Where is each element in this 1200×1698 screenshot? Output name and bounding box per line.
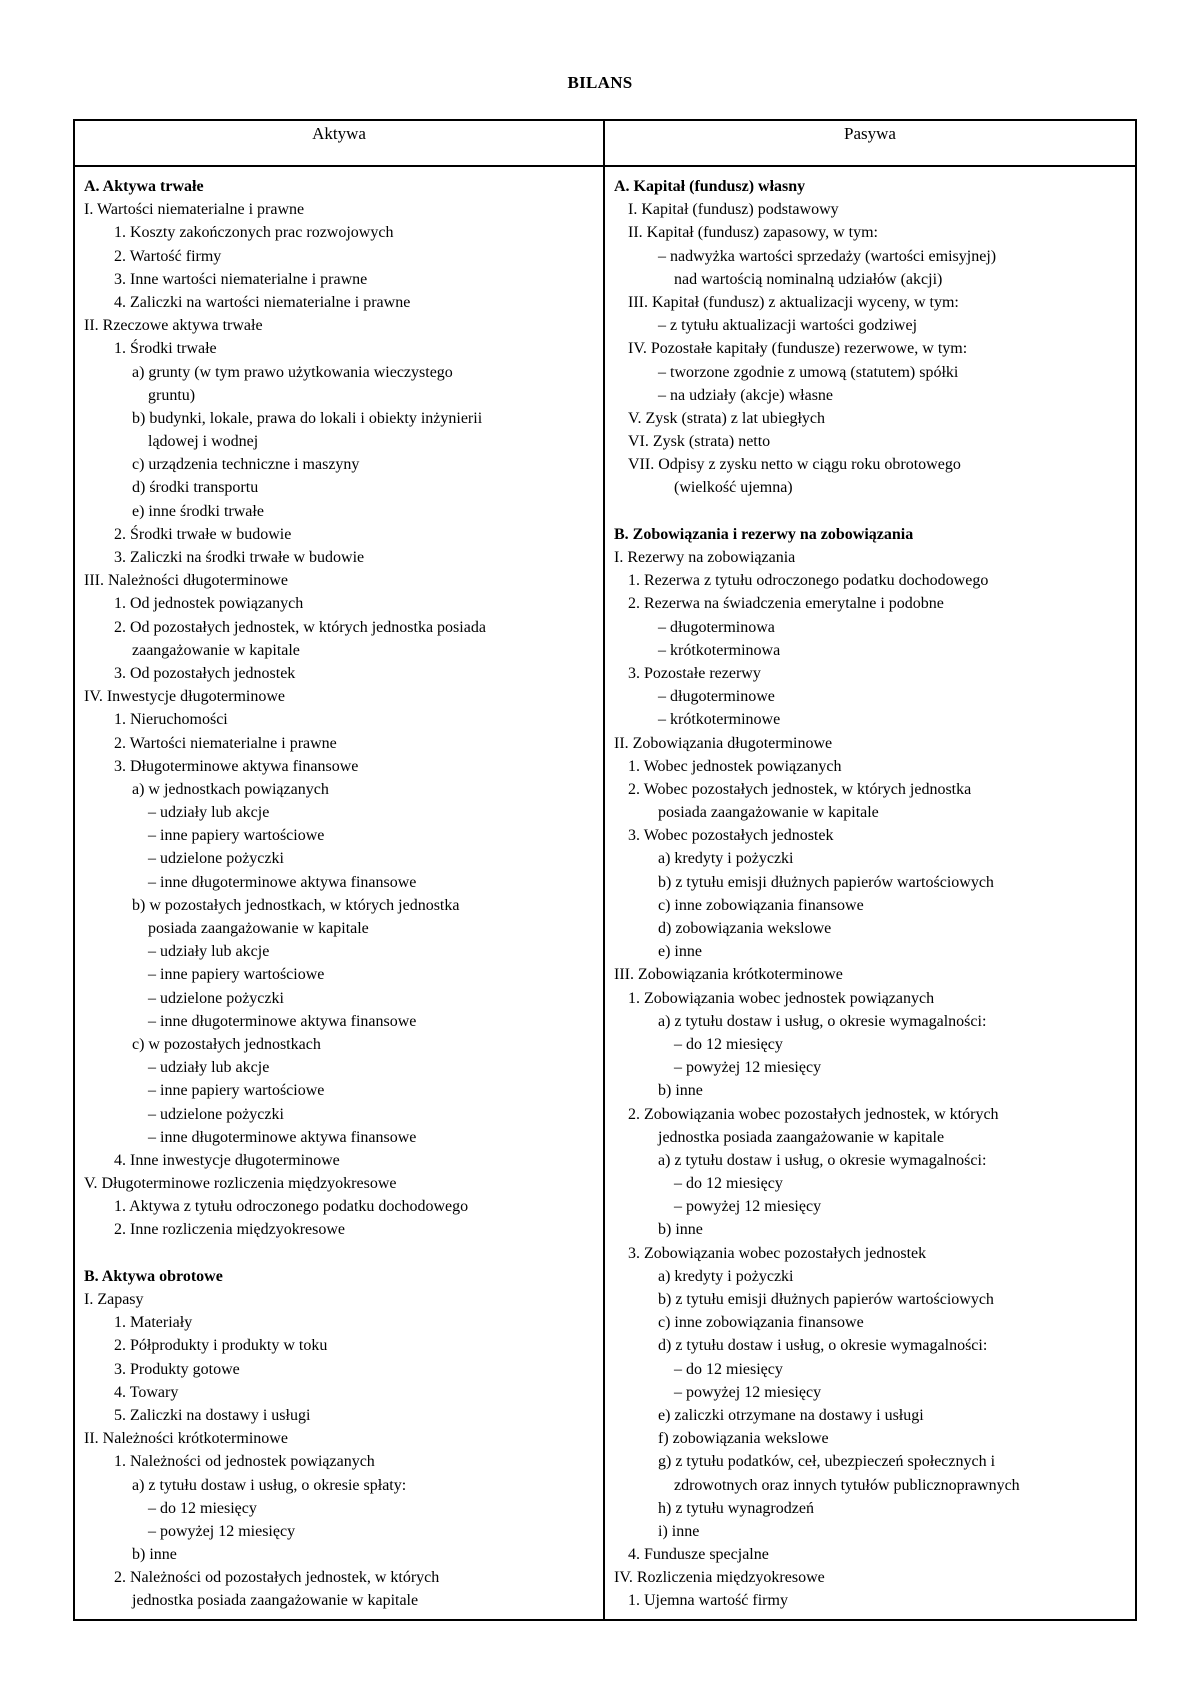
asset-line-item: 2. Środki trwałe w budowie — [114, 525, 292, 543]
asset-line-item: IV. Inwestycje długoterminowe — [84, 688, 285, 706]
asset-line-item: II. Należności krótkoterminowe — [84, 1430, 288, 1448]
asset-line-item: III. Należności długoterminowe — [84, 572, 288, 590]
liability-line-item: b) inne — [658, 1221, 703, 1239]
liabilities-header: Pasywa — [604, 120, 1136, 166]
asset-line-item: lądowej i wodnej — [148, 433, 259, 451]
asset-line-item: 4. Inne inwestycje długoterminowe — [114, 1151, 340, 1169]
liability-line-item: – do 12 miesięcy — [674, 1035, 783, 1053]
asset-line-item: 3. Zaliczki na środki trwałe w budowie — [114, 549, 365, 566]
asset-line-item: a) w jednostkach powiązanych — [132, 780, 329, 798]
liability-line-item: 3. Pozostałe rezerwy — [628, 664, 761, 682]
liability-line-item: 3. Zobowiązania wobec pozostałych jednostek — [628, 1244, 927, 1262]
liability-line-item: – długoterminowe — [658, 688, 775, 706]
asset-line-item: b) w pozostałych jednostkach, w których jednostka — [132, 896, 460, 914]
liability-line-item: 1. Rezerwa z tytułu odroczonego podatku dochodowego — [628, 572, 989, 590]
liabilities-column — [606, 168, 1134, 1618]
assets-header: Aktywa — [74, 120, 604, 166]
liability-line-item: 1. Zobowiązania wobec jednostek powiązanych — [628, 989, 935, 1007]
liability-line-item: zdrowotnych oraz innych tytułów publicznoprawnych — [674, 1476, 1020, 1494]
asset-line-item: 1. Materiały — [114, 1314, 193, 1332]
asset-line-item: 4. Zaliczki na wartości niematerialne i prawne — [114, 293, 411, 311]
asset-line-item: – udzielone pożyczki — [148, 1105, 284, 1123]
asset-line-item: 3. Produkty gotowe — [114, 1360, 240, 1378]
liability-line-item: b) z tytułu emisji dłużnych papierów wartościowych — [658, 1291, 994, 1308]
asset-line-item: V. Długoterminowe rozliczenia międzyokresowe — [84, 1175, 397, 1193]
liability-line-item: – nadwyżka wartości sprzedaży (wartości emisyjnej) — [658, 247, 997, 265]
asset-line-item: II. Rzeczowe aktywa trwałe — [84, 317, 263, 335]
asset-line-item: A. Aktywa trwałe — [84, 178, 204, 195]
asset-spacer — [84, 1242, 602, 1265]
liability-line-item: – długoterminowa — [658, 618, 775, 636]
asset-line-item: 1. Należności od jednostek powiązanych — [114, 1453, 375, 1471]
liability-line-item: 1. Ujemna wartość firmy — [628, 1592, 788, 1610]
liability-line-item: h) z tytułu wynagrodzeń — [658, 1499, 814, 1517]
liability-line-item: c) inne zobowiązania finansowe — [658, 1314, 864, 1332]
asset-line-item: 3. Od pozostałych jednostek — [114, 664, 296, 682]
liability-line-item: 1. Wobec jednostek powiązanych — [628, 757, 842, 775]
asset-line-item: – inne papiery wartościowe — [148, 966, 325, 984]
liability-line-item: – do 12 miesięcy — [674, 1175, 783, 1193]
liability-line-item: III. Zobowiązania krótkoterminowe — [614, 966, 843, 984]
liability-line-item: – krótkoterminowa — [658, 641, 781, 659]
asset-line-item: 1. Od jednostek powiązanych — [114, 595, 304, 613]
liability-line-item: IV. Pozostałe kapitały (fundusze) rezerwowe, w tym: — [628, 340, 968, 358]
asset-line-item: I. Wartości niematerialne i prawne — [84, 201, 305, 219]
asset-line-item: – powyżej 12 miesięcy — [148, 1522, 296, 1540]
asset-line-item: 4. Towary — [114, 1383, 179, 1401]
liability-line-item: – powyżej 12 miesięcy — [674, 1383, 822, 1401]
table-header-row — [74, 120, 1136, 166]
asset-line-item: 3. Długoterminowe aktywa finansowe — [114, 757, 359, 775]
assets-cell — [74, 166, 604, 1620]
asset-line-item: posiada zaangażowanie w kapitale — [148, 920, 369, 937]
asset-line-item: – udziały lub akcje — [148, 804, 270, 822]
asset-line-item: c) w pozostałych jednostkach — [132, 1035, 321, 1053]
asset-line-item: a) grunty (w tym prawo użytkowania wieczystego — [132, 363, 453, 381]
asset-line-item: B. Aktywa obrotowe — [84, 1267, 223, 1285]
liability-line-item: b) z tytułu emisji dłużnych papierów wartościowych — [658, 873, 994, 891]
liability-line-item: – do 12 miesięcy — [674, 1360, 783, 1378]
liability-line-item: a) z tytułu dostaw i usług, o okresie wymagalności: — [658, 1151, 987, 1169]
asset-line-item: – udzielone pożyczki — [148, 850, 284, 868]
liability-line-item: e) inne — [658, 943, 702, 961]
asset-line-item: 2. Od pozostałych jednostek, w których jednostka posiada — [114, 618, 486, 636]
asset-line-item: 1. Aktywa z tytułu odroczonego podatku dochodowego — [114, 1198, 469, 1216]
asset-line-item: 2. Wartości niematerialne i prawne — [114, 734, 337, 752]
asset-line-item: d) środki transportu — [132, 479, 259, 497]
liability-line-item: – z tytułu aktualizacji wartości godziwej — [658, 317, 918, 335]
liability-line-item: – krótkoterminowe — [658, 711, 781, 729]
balance-sheet-table — [73, 119, 1137, 1621]
liability-line-item: d) z tytułu dostaw i usług, o okresie wymagalności: — [658, 1337, 988, 1355]
liability-line-item: 4. Fundusze specjalne — [628, 1546, 769, 1564]
asset-line-item: 2. Inne rozliczenia międzyokresowe — [114, 1221, 346, 1239]
liability-line-item: V. Zysk (strata) z lat ubiegłych — [628, 409, 825, 427]
liability-line-item: a) z tytułu dostaw i usług, o okresie wymagalności: — [658, 1012, 987, 1030]
liability-line-item: I. Kapitał (fundusz) podstawowy — [628, 201, 839, 219]
liability-line-item: III. Kapitał (fundusz) z aktualizacji wyceny, w tym: — [628, 293, 959, 311]
asset-line-item: – inne papiery wartościowe — [148, 827, 325, 845]
liability-line-item: (wielkość ujemna) — [674, 479, 793, 497]
page-title: BILANS — [567, 73, 633, 92]
liability-line-item: – tworzone zgodnie z umową (statutem) spółki — [658, 363, 959, 381]
asset-line-item: – udzielone pożyczki — [148, 989, 284, 1007]
liability-line-item: a) kredyty i pożyczki — [658, 850, 794, 868]
asset-line-item: zaangażowanie w kapitale — [132, 641, 300, 659]
asset-line-item: – inne papiery wartościowe — [148, 1082, 325, 1100]
liability-line-item: d) zobowiązania wekslowe — [658, 920, 832, 937]
liability-line-item: I. Rezerwy na zobowiązania — [614, 549, 796, 566]
assets-column — [76, 168, 602, 1618]
liability-line-item: 2. Rezerwa na świadczenia emerytalne i podobne — [628, 595, 944, 613]
liability-line-item: II. Zobowiązania długoterminowe — [614, 734, 833, 752]
asset-line-item: jednostka posiada zaangażowanie w kapitale — [132, 1592, 419, 1610]
liability-line-item: c) inne zobowiązania finansowe — [658, 896, 864, 914]
asset-line-item: 5. Zaliczki na dostawy i usługi — [114, 1406, 311, 1424]
asset-line-item: – inne długoterminowe aktywa finansowe — [148, 1012, 417, 1030]
asset-line-item: e) inne środki trwałe — [132, 502, 264, 520]
liability-line-item: posiada zaangażowanie w kapitale — [658, 804, 879, 822]
asset-line-item: 1. Koszty zakończonych prac rozwojowych — [114, 224, 394, 242]
liability-line-item: II. Kapitał (fundusz) zapasowy, w tym: — [628, 224, 878, 242]
asset-line-item: – inne długoterminowe aktywa finansowe — [148, 873, 417, 891]
asset-line-item: 3. Inne wartości niematerialne i prawne — [114, 270, 368, 288]
liability-spacer — [614, 500, 1134, 523]
liability-line-item: jednostka posiada zaangażowanie w kapitale — [658, 1128, 945, 1146]
table-body-row — [74, 166, 1136, 1620]
liability-line-item: 2. Wobec pozostałych jednostek, w których jednostka — [628, 780, 972, 798]
asset-line-item: 2. Wartość firmy — [114, 247, 222, 265]
asset-line-item: I. Zapasy — [84, 1291, 144, 1308]
liability-line-item: IV. Rozliczenia międzyokresowe — [614, 1569, 825, 1587]
liability-line-item: VI. Zysk (strata) netto — [628, 433, 771, 451]
liability-line-item: b) inne — [658, 1082, 703, 1100]
liability-line-item: – powyżej 12 miesięcy — [674, 1198, 822, 1216]
liability-line-item: B. Zobowiązania i rezerwy na zobowiązania — [614, 525, 914, 543]
liability-line-item: – powyżej 12 miesięcy — [674, 1059, 822, 1077]
liability-line-item: VII. Odpisy z zysku netto w ciągu roku obrotowego — [628, 456, 961, 474]
liability-line-item: A. Kapitał (fundusz) własny — [614, 178, 806, 195]
liability-line-item: f) zobowiązania wekslowe — [658, 1430, 829, 1448]
asset-line-item: – do 12 miesięcy — [148, 1499, 257, 1517]
asset-line-item: 1. Nieruchomości — [114, 711, 228, 729]
asset-line-item: – inne długoterminowe aktywa finansowe — [148, 1128, 417, 1146]
liability-line-item: nad wartością nominalną udziałów (akcji) — [674, 270, 943, 288]
asset-line-item: gruntu) — [148, 386, 196, 404]
liability-line-item: g) z tytułu podatków, ceł, ubezpieczeń społecznych i — [658, 1453, 996, 1471]
liability-line-item: 2. Zobowiązania wobec pozostałych jednostek, w których — [628, 1105, 999, 1123]
asset-line-item: c) urządzenia techniczne i maszyny — [132, 456, 360, 474]
liability-line-item: e) zaliczki otrzymane na dostawy i usługi — [658, 1406, 924, 1424]
asset-line-item: – udziały lub akcje — [148, 1059, 270, 1077]
asset-line-item: a) z tytułu dostaw i usług, o okresie spłaty: — [132, 1476, 407, 1494]
liability-line-item: a) kredyty i pożyczki — [658, 1267, 794, 1285]
asset-line-item: b) inne — [132, 1546, 177, 1564]
asset-line-item: 2. Półprodukty i produkty w toku — [114, 1337, 328, 1355]
liability-line-item: 3. Wobec pozostałych jednostek — [628, 827, 834, 845]
asset-line-item: – udziały lub akcje — [148, 943, 270, 961]
liability-line-item: – na udziały (akcje) własne — [658, 386, 834, 404]
asset-line-item: 2. Należności od pozostałych jednostek, w których — [114, 1569, 440, 1587]
liabilities-cell — [604, 166, 1136, 1620]
asset-line-item: 1. Środki trwałe — [114, 340, 217, 358]
liability-line-item: i) inne — [658, 1522, 700, 1540]
asset-line-item: b) budynki, lokale, prawa do lokali i obiekty inżynierii — [132, 409, 483, 427]
